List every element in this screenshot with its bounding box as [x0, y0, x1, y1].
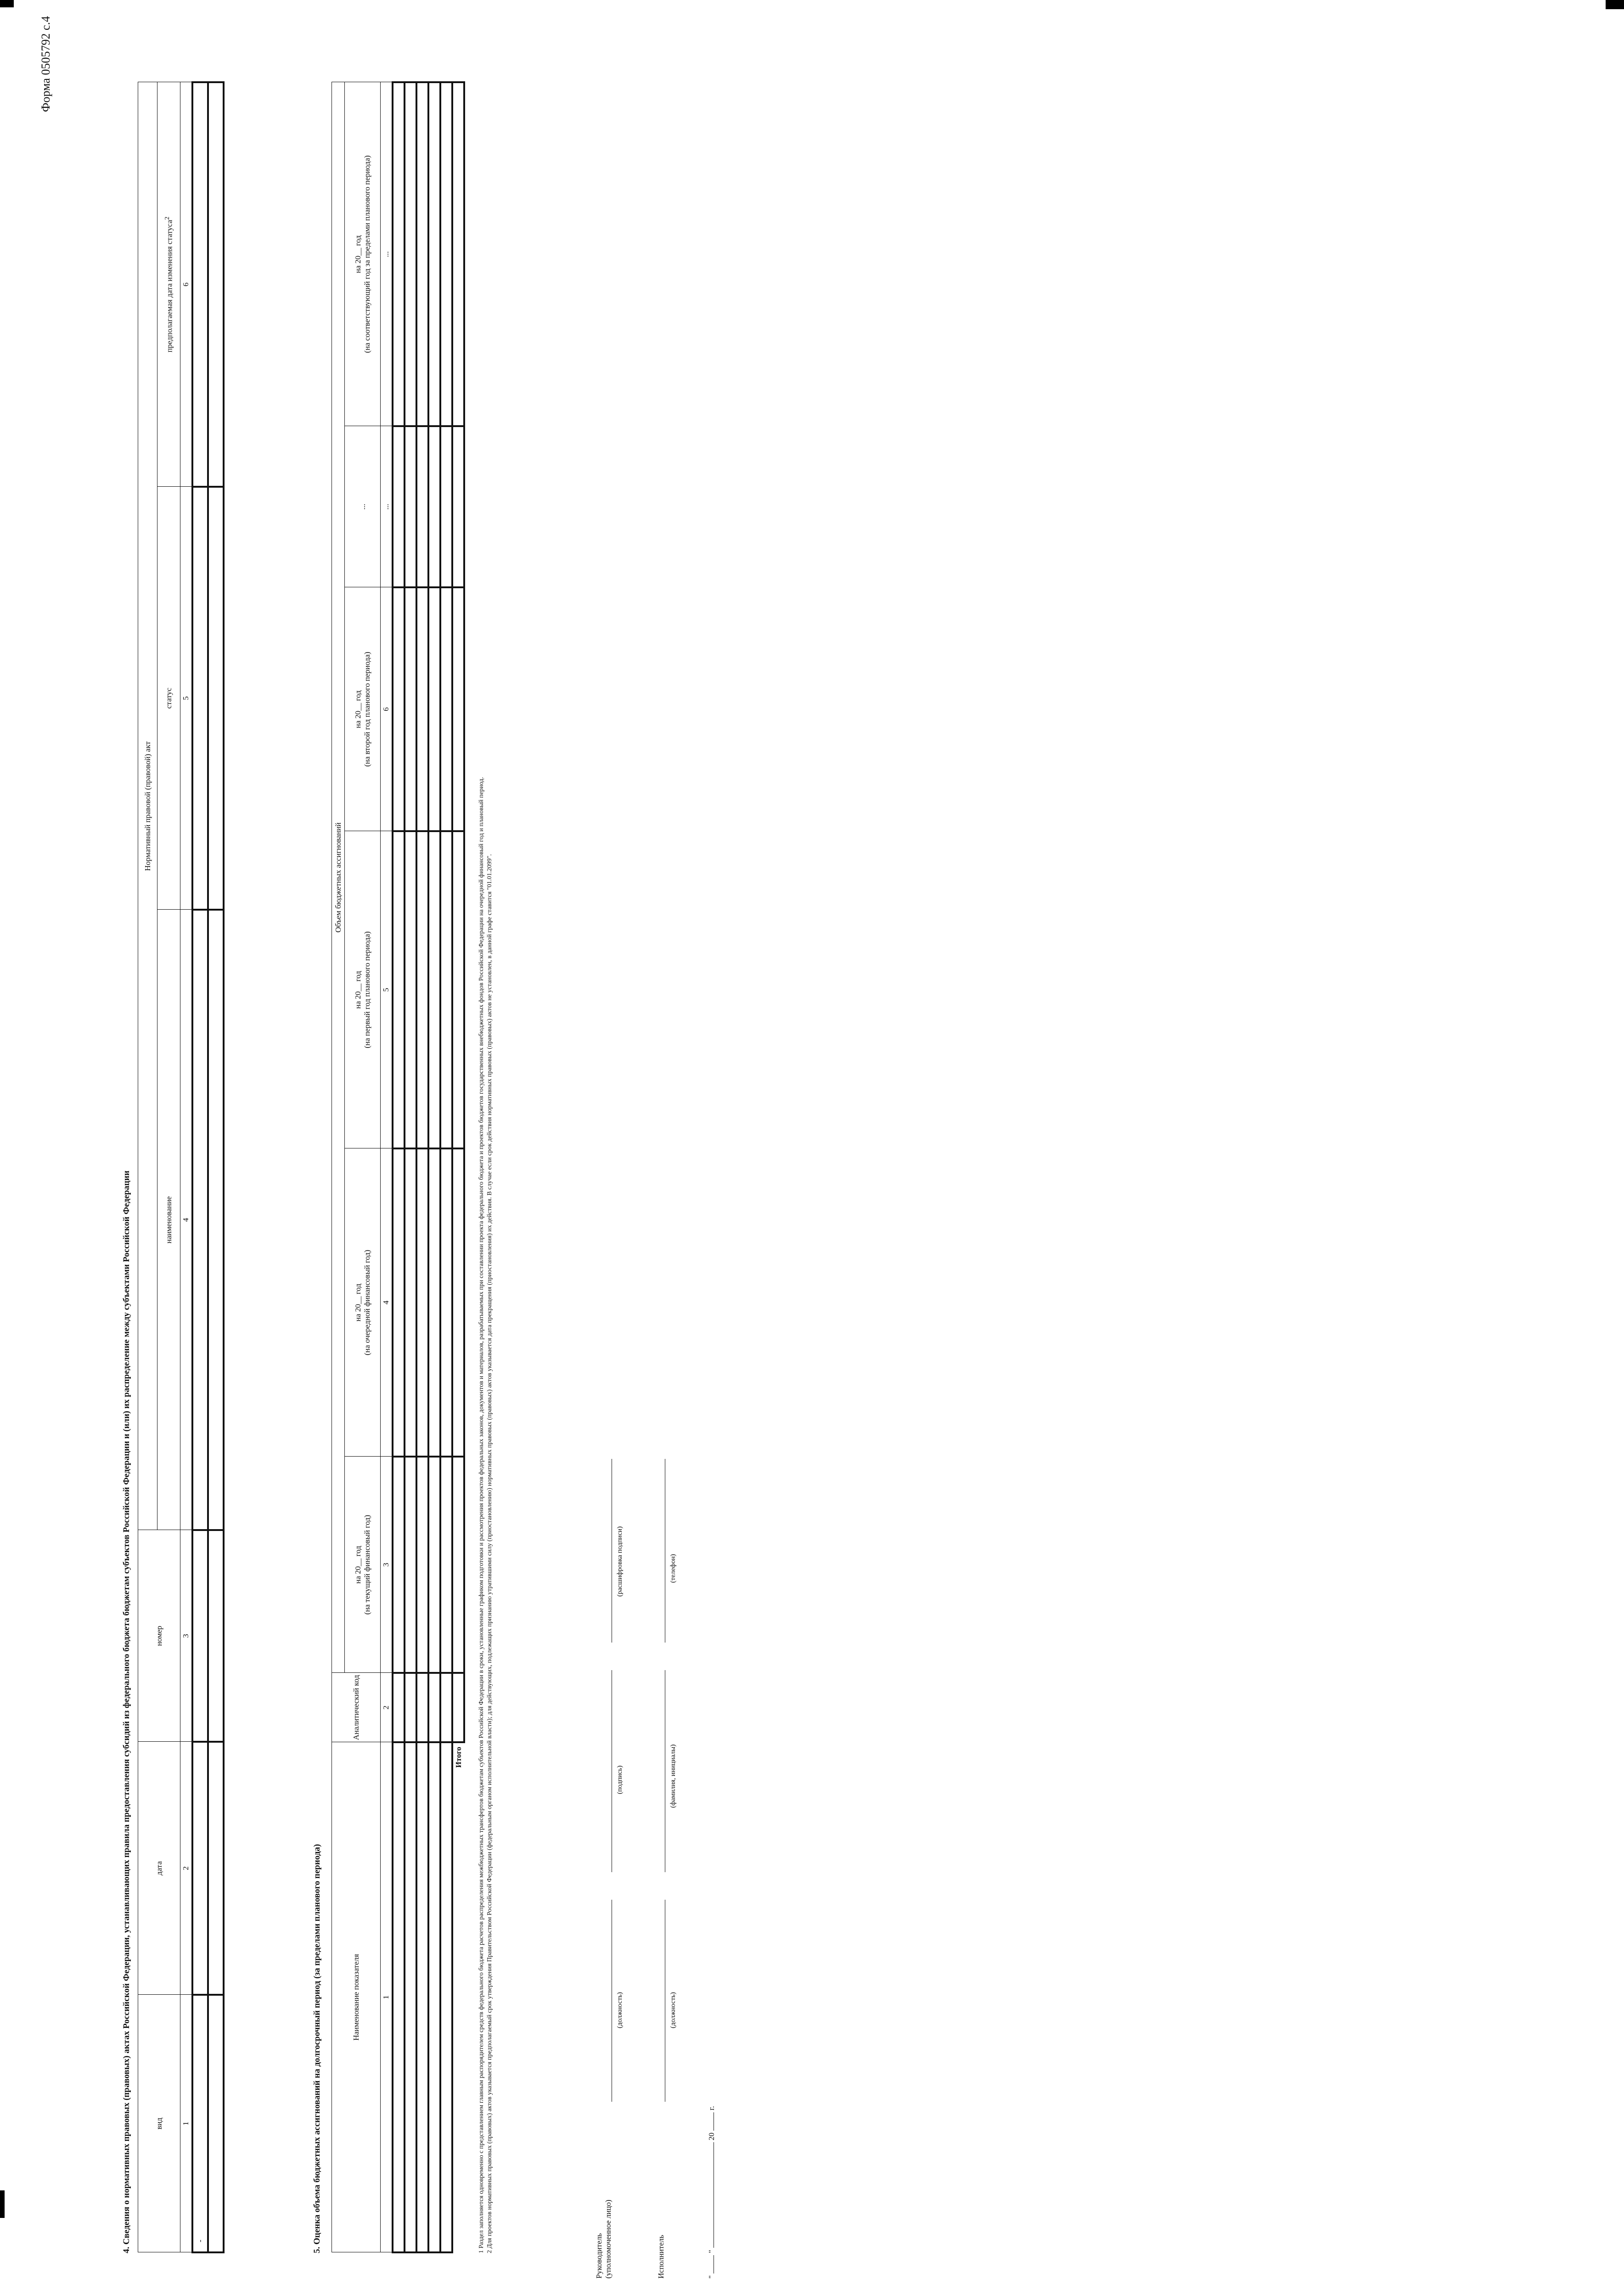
data-cell[interactable]: [208, 910, 224, 1530]
total-cell[interactable]: [452, 1457, 464, 1673]
data-cell[interactable]: [393, 1673, 405, 1742]
executor-label: Исполнитель: [657, 2234, 665, 2279]
data-cell[interactable]: [416, 1148, 428, 1457]
head-signature-caption: (подпись): [616, 1765, 624, 1794]
data-cell[interactable]: [416, 831, 428, 1148]
num-cell: 4: [381, 1148, 393, 1457]
total-label: Итого: [454, 1747, 463, 1768]
num-cell: 5: [381, 831, 393, 1148]
col-year-next-a: на 20__ год: [353, 1283, 362, 1322]
data-cell[interactable]: [428, 1457, 440, 1673]
data-cell[interactable]: [416, 426, 428, 587]
row-marker[interactable]: -: [192, 1995, 208, 2252]
num-cell: ...: [381, 82, 393, 426]
date-line: [707, 2106, 716, 2279]
num-cell: 5: [180, 487, 192, 910]
col-year-beyond-a: на 20__ год: [353, 235, 362, 273]
data-cell[interactable]: [192, 910, 208, 1530]
section5-number-row: [381, 82, 393, 2252]
num-cell: 1: [180, 1995, 192, 2252]
head-label: [595, 2200, 613, 2279]
data-cell[interactable]: [192, 1742, 208, 1995]
data-cell[interactable]: [208, 1742, 224, 1995]
data-cell[interactable]: [428, 587, 440, 831]
col-analytic-code: Аналитический код: [332, 1673, 381, 1742]
data-cell[interactable]: [208, 82, 224, 487]
executor-phone-caption: (телефон): [669, 1554, 677, 1583]
data-cell[interactable]: [440, 1742, 452, 2252]
data-cell[interactable]: [208, 1995, 224, 2252]
col-year-current: [345, 1457, 381, 1673]
footnote-2: 2 Для проектов нормативных правовых (правовых) актов указывается предполагаемый срок утверждения Правительством Российской Федерации (федеральным органом исполнительной власти); для действующих, подлежащих признанию утратившими силу (приостановлению) нормативных правовых (правовых) актов указывается дата прекращения (приостановления) их действия. В случае если срок действия нормативных правовых (правовых) актов не установлен, в данной графе ставится "01.01.2099".: [486, 854, 493, 2253]
total-cell[interactable]: [452, 1148, 464, 1457]
head-position-caption: (должность): [616, 1992, 624, 2028]
col-vid: вид: [138, 1995, 180, 2252]
head-label-2: (уполномоченное лицо): [604, 2200, 613, 2279]
col-year-next: [345, 1148, 381, 1457]
data-cell[interactable]: [428, 1742, 440, 2252]
data-cell[interactable]: [393, 831, 405, 1148]
data-cell[interactable]: [405, 831, 416, 1148]
col-year-plan2: [345, 587, 381, 831]
col-year-next-b: (на очередной финансовый год): [362, 1249, 371, 1356]
num-cell: 4: [180, 910, 192, 1530]
section5-data-row[interactable]: [440, 82, 452, 2252]
col-year-beyond-b: (на соответствующий год за пределами планового периода): [362, 155, 371, 353]
section4-title: 4. Сведения о нормативных правовых (правовых) актах Российской Федерации, устанавливающих правила предоставления субсидий из федерального бюджета бюджетам субъектов Российской Федерации и (или) их распределение между субъектами Российской Федерации: [122, 1171, 131, 2253]
data-cell[interactable]: [440, 831, 452, 1148]
total-cell[interactable]: [452, 831, 464, 1148]
data-cell[interactable]: [440, 1673, 452, 1742]
col-date-change-label: предполагаемая дата изменения статуса: [165, 219, 174, 353]
num-cell: 2: [381, 1673, 393, 1742]
data-cell[interactable]: [416, 587, 428, 831]
num-cell: 1: [381, 1742, 393, 2252]
col-indicator: Наименование показателя: [332, 1742, 381, 2252]
num-cell: 6: [180, 82, 192, 487]
data-cell[interactable]: [393, 82, 405, 426]
data-cell[interactable]: [405, 426, 416, 587]
section5-total-row: [452, 82, 464, 2252]
data-cell[interactable]: [440, 82, 452, 426]
data-cell[interactable]: [405, 1673, 416, 1742]
num-cell: ...: [381, 426, 393, 587]
head-label-1: Руководитель: [595, 2233, 603, 2279]
footnote-ref-2: 2: [163, 216, 171, 220]
col-year-current-a: на 20__ год: [353, 1546, 362, 1584]
data-cell[interactable]: [405, 1148, 416, 1457]
data-cell[interactable]: [405, 587, 416, 831]
data-cell[interactable]: [440, 1148, 452, 1457]
col-year-current-b: (на текущий финансовый год): [362, 1514, 371, 1615]
section4-data-row[interactable]: [192, 82, 208, 2252]
group-header-volume: Объем бюджетных ассигнований: [332, 82, 345, 1673]
data-cell[interactable]: [405, 1457, 416, 1673]
data-cell[interactable]: [440, 1457, 452, 1673]
section4-data-row[interactable]: [208, 82, 224, 2252]
col-year-plan2-b: (на второй год планового периода): [362, 652, 371, 767]
data-cell[interactable]: [208, 487, 224, 910]
data-cell[interactable]: [192, 82, 208, 487]
section5-data-row[interactable]: [428, 82, 440, 2252]
data-cell[interactable]: [208, 1530, 224, 1742]
col-number: номер: [138, 1530, 180, 1742]
data-cell[interactable]: [416, 1457, 428, 1673]
data-cell[interactable]: [428, 82, 440, 426]
num-cell: 6: [381, 587, 393, 831]
date-quote-close: ": [707, 2250, 716, 2253]
group-header-act: Нормативный правовой (правовой) акт: [138, 82, 157, 1530]
col-year-beyond: [345, 82, 381, 426]
col-dots: ...: [345, 426, 381, 587]
data-cell[interactable]: [416, 1673, 428, 1742]
executor-position-caption: (должность): [669, 1992, 677, 2028]
data-cell[interactable]: [428, 1148, 440, 1457]
footnotes: [478, 95, 494, 2253]
total-code-cell[interactable]: [452, 1673, 464, 1742]
section4-table: [138, 81, 225, 2253]
section5-data-row[interactable]: [405, 82, 416, 2252]
data-cell[interactable]: [393, 1457, 405, 1673]
data-cell[interactable]: [416, 1742, 428, 2252]
col-year-plan2-a: на 20__ год: [353, 690, 362, 728]
executor-fio-caption: (фамилия, инициалы): [669, 1744, 677, 1808]
data-cell[interactable]: [428, 426, 440, 587]
data-cell[interactable]: [192, 1530, 208, 1742]
col-year-plan1: [345, 831, 381, 1148]
footnote-1: 1 Раздел заполняется одновременно с представлением главным распорядителем средств федерального бюджета расчетов распределения межбюджетных трансфертов бюджетам субъектов Российской Федерации в сроки, установленные графиком подготовки и рассмотрения проектов федеральных законов, документов и материалов, разрабатываемых при составлении проекта федерального бюджета и проектов бюджетов государственных внебюджетных фондов Российской Федерации на очередной финансовый год и плановый период.: [478, 777, 485, 2253]
total-cell[interactable]: [452, 587, 464, 831]
col-date: дата: [138, 1742, 180, 1995]
num-cell: 3: [180, 1530, 192, 1742]
total-cell[interactable]: [452, 82, 464, 426]
data-cell[interactable]: [405, 82, 416, 426]
section5-table: [332, 81, 465, 2253]
col-status: статус: [157, 487, 180, 910]
date-quote-open: ": [707, 2275, 716, 2279]
section5-data-row[interactable]: [393, 82, 405, 2252]
data-cell[interactable]: [405, 1742, 416, 2252]
section5-title: 5. Оценка объема бюджетных ассигнований на долгосрочный период (за пределами планового периода): [312, 1844, 322, 2253]
section5-data-row[interactable]: [416, 82, 428, 2252]
num-cell: 3: [381, 1457, 393, 1673]
data-cell[interactable]: [416, 82, 428, 426]
col-date-change: [157, 82, 180, 487]
form-label: Форма 0505792 с.4: [39, 16, 52, 113]
col-year-plan1-a: на 20__ год: [353, 971, 362, 1009]
section4-number-row: [180, 82, 192, 2252]
data-cell[interactable]: [192, 487, 208, 910]
num-cell: 2: [180, 1742, 192, 1995]
col-year-plan1-b: (на первый год планового периода): [362, 931, 371, 1048]
col-name: наименование: [157, 910, 180, 1530]
data-cell[interactable]: [440, 587, 452, 831]
data-cell[interactable]: [393, 1148, 405, 1457]
head-decoding-caption: (расшифровка подписи): [616, 1526, 624, 1597]
data-cell[interactable]: [428, 831, 440, 1148]
data-cell[interactable]: [393, 1742, 405, 2252]
date-year-suffix: г.: [707, 2106, 716, 2110]
date-year-prefix: 20: [707, 2133, 716, 2141]
data-cell[interactable]: [393, 587, 405, 831]
data-cell[interactable]: [428, 1673, 440, 1742]
data-cell[interactable]: [393, 426, 405, 587]
data-cell[interactable]: [440, 426, 452, 587]
total-cell[interactable]: [452, 426, 464, 587]
